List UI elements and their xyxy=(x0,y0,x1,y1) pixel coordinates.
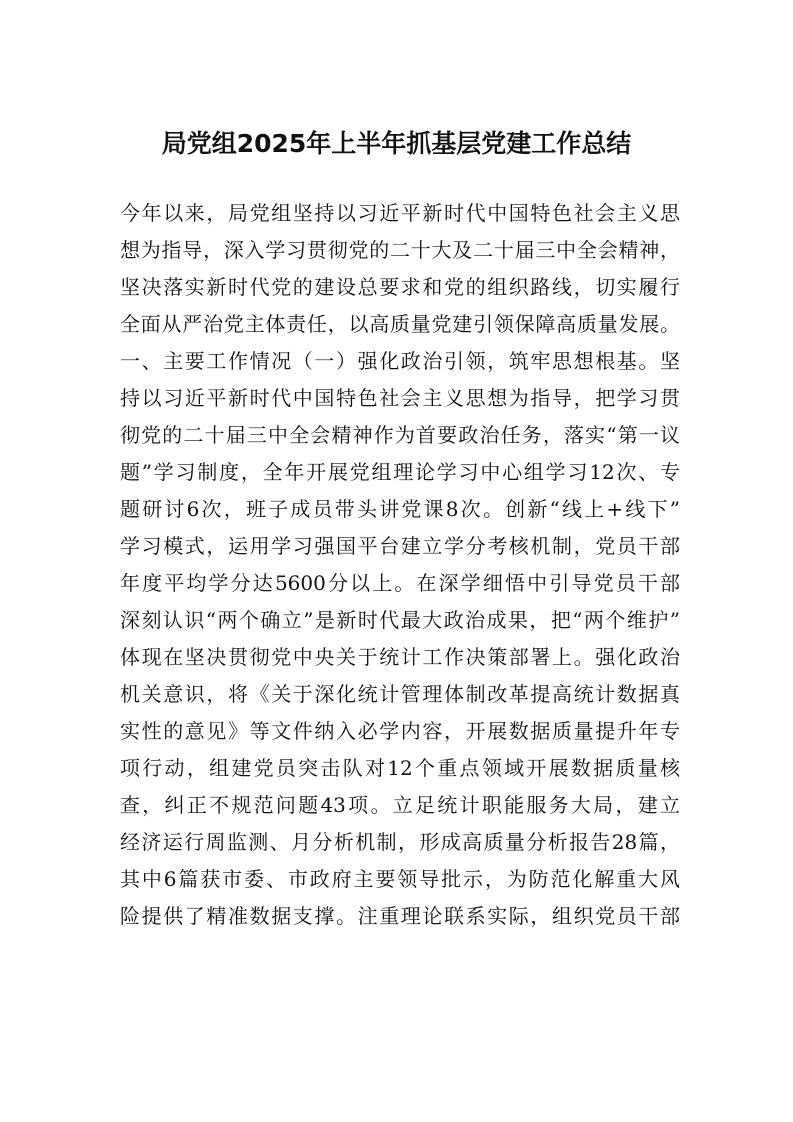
body-line: 持以习近平新时代中国特色社会主义思想为指导，把学习贯 xyxy=(120,386,680,410)
body-line: 题研讨6次，班子成员带头讲党课8次。创新“线上+线下” xyxy=(120,497,680,521)
body-line: 坚决落实新时代党的建设总要求和党的组织路线，切实履行 xyxy=(120,275,680,299)
body-line: 一、主要工作情况（一）强化政治引领，筑牢思想根基。坚 xyxy=(120,349,680,373)
body-line: 项行动，组建党员突击队对12个重点领域开展数据质量核 xyxy=(120,756,680,780)
body-line: 今年以来，局党组坚持以习近平新时代中国特色社会主义思 xyxy=(120,201,680,225)
body-line: 题”学习制度，全年开展党组理论学习中心组学习12次、专 xyxy=(120,460,680,484)
body-line: 机关意识，将《关于深化统计管理体制改革提高统计数据真 xyxy=(120,682,680,706)
document-body xyxy=(120,195,680,935)
body-line: 想为指导，深入学习贯彻党的二十大及二十届三中全会精神， xyxy=(120,238,680,262)
body-line: 体现在坚决贯彻党中央关于统计工作决策部署上。强化政治 xyxy=(120,645,680,669)
document-title: 局党组2025年上半年抓基层党建工作总结 xyxy=(161,129,632,158)
body-line: 险提供了精准数据支撑。注重理论联系实际，组织党员干部 xyxy=(120,904,680,928)
body-line: 经济运行周监测、月分析机制，形成高质量分析报告28篇， xyxy=(120,830,680,854)
body-line: 年度平均学分达5600分以上。在深学细悟中引导党员干部 xyxy=(120,571,680,595)
body-line: 实性的意见》等文件纳入必学内容，开展数据质量提升年专 xyxy=(120,719,680,743)
body-line: 彻党的二十届三中全会精神作为首要政治任务，落实“第一议 xyxy=(120,423,680,447)
body-line: 查，纠正不规范问题43项。立足统计职能服务大局，建立 xyxy=(120,793,680,817)
body-line: 其中6篇获市委、市政府主要领导批示，为防范化解重大风 xyxy=(120,867,680,891)
body-line: 深刻认识“两个确立”是新时代最大政治成果，把“两个维护” xyxy=(120,608,680,632)
body-line: 全面从严治党主体责任，以高质量党建引领保障高质量发展。 xyxy=(120,312,680,336)
body-line: 学习模式，运用学习强国平台建立学分考核机制，党员干部 xyxy=(120,534,680,558)
